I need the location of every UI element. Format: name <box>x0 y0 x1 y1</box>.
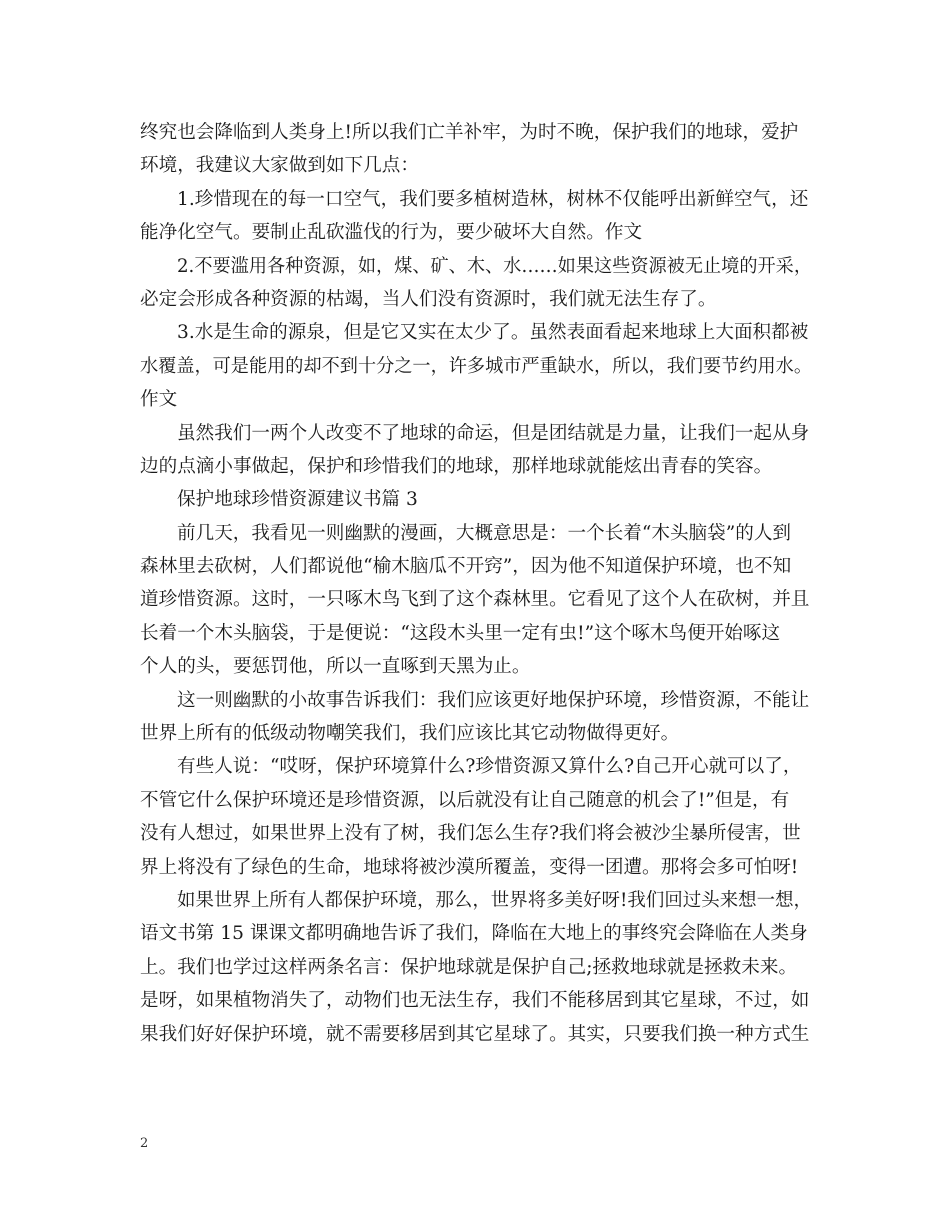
text-line: 没有人想过，如果世界上没有了树，我们怎么生存?我们将会被沙尘暴所侵害，世 <box>140 823 801 845</box>
text-line: 长着一个木头脑袋，于是便说：“这段木头里一定有虫!”这个啄木鸟便开始啄这 <box>140 622 781 644</box>
text-line: 终究也会降临到人类身上!所以我们亡羊补牢，为时不晚，保护我们的地球，爱护 <box>140 122 799 143</box>
page-number: 2 <box>140 1136 149 1151</box>
text-line: 森林里去砍树，人们都说他“榆木脑瓜不开窍”，因为他不知道保护环境，也不知 <box>140 556 792 578</box>
document-body <box>140 116 812 1051</box>
text-line: 个人的头，要惩罚他，所以一直啄到天黑为止。 <box>140 656 531 678</box>
text-line: 3.水是生命的源泉，但是它又实在太少了。虽然表面看起来地球上大面积都被 <box>177 322 809 344</box>
text-line: 这一则幽默的小故事告诉我们：我们应该更好地保护环境，珍惜资源，不能让 <box>177 689 810 711</box>
text-line: 前几天，我看见一则幽默的漫画，大概意思是：一个长着“木头脑袋”的人到 <box>177 522 792 544</box>
text-line: 世界上所有的低级动物嘲笑我们，我们应该比其它动物做得更好。 <box>140 723 680 745</box>
text-line: 上。我们也学过这样两条名言：保护地球就是保护自己;拯救地球就是拯救未来。 <box>140 956 798 978</box>
text-line: 作文 <box>140 389 178 411</box>
text-line: 有些人说：“哎呀，保护环境算什么?珍惜资源又算什么?自己开心就可以了， <box>177 756 802 778</box>
text-line: 能净化空气。要制止乱砍滥伐的行为，要少破坏大自然。作文 <box>140 222 643 244</box>
text-line: 不管它什么保护环境还是珍惜资源，以后就没有让自己随意的机会了!”但是，有 <box>140 789 790 811</box>
text-line: 果我们好好保护环境，就不需要移居到其它星球了。其实，只要我们换一种方式生 <box>140 1023 810 1045</box>
text-line: 道珍惜资源。这时，一只啄木鸟飞到了这个森林里。它看见了这个人在砍树，并且 <box>140 589 810 611</box>
text-line: 边的点滴小事做起，保护和珍惜我们的地球，那样地球就能炫出青春的笑容。 <box>140 455 773 477</box>
text-line: 是呀，如果植物消失了，动物们也无法生存，我们不能移居到其它星球，不过，如 <box>140 990 810 1012</box>
text-line: 2.不要滥用各种资源，如，煤、矿、木、水……如果这些资源被无止境的开采， <box>177 255 812 277</box>
text-line: 1.珍惜现在的每一口空气，我们要多植树造林，树林不仅能呼出新鲜空气，还 <box>177 188 809 210</box>
text-line: 界上将没有了绿色的生命，地球将被沙漠所覆盖，变得一团遭。那将会多可怕呀! <box>140 856 799 878</box>
text-line: 语文书第 15 课课文都明确地告诉了我们，降临在大地上的事终究会降临在人类身 <box>140 923 808 945</box>
text-line: 环境，我建议大家做到如下几点： <box>140 155 419 177</box>
text-line: 必定会形成各种资源的枯竭，当人们没有资源时，我们就无法生存了。 <box>140 288 717 310</box>
text-line: 保护地球珍惜资源建议书篇 3 <box>177 489 418 511</box>
text-line: 如果世界上所有人都保护环境，那么，世界将多美好呀!我们回过头来想一想， <box>177 889 812 911</box>
text-line: 水覆盖，可是能用的却不到十分之一，许多城市严重缺水，所以，我们要节约用水。 <box>140 355 812 377</box>
text-line: 虽然我们一两个人改变不了地球的命运，但是团结就是力量，让我们一起从身 <box>177 422 810 444</box>
